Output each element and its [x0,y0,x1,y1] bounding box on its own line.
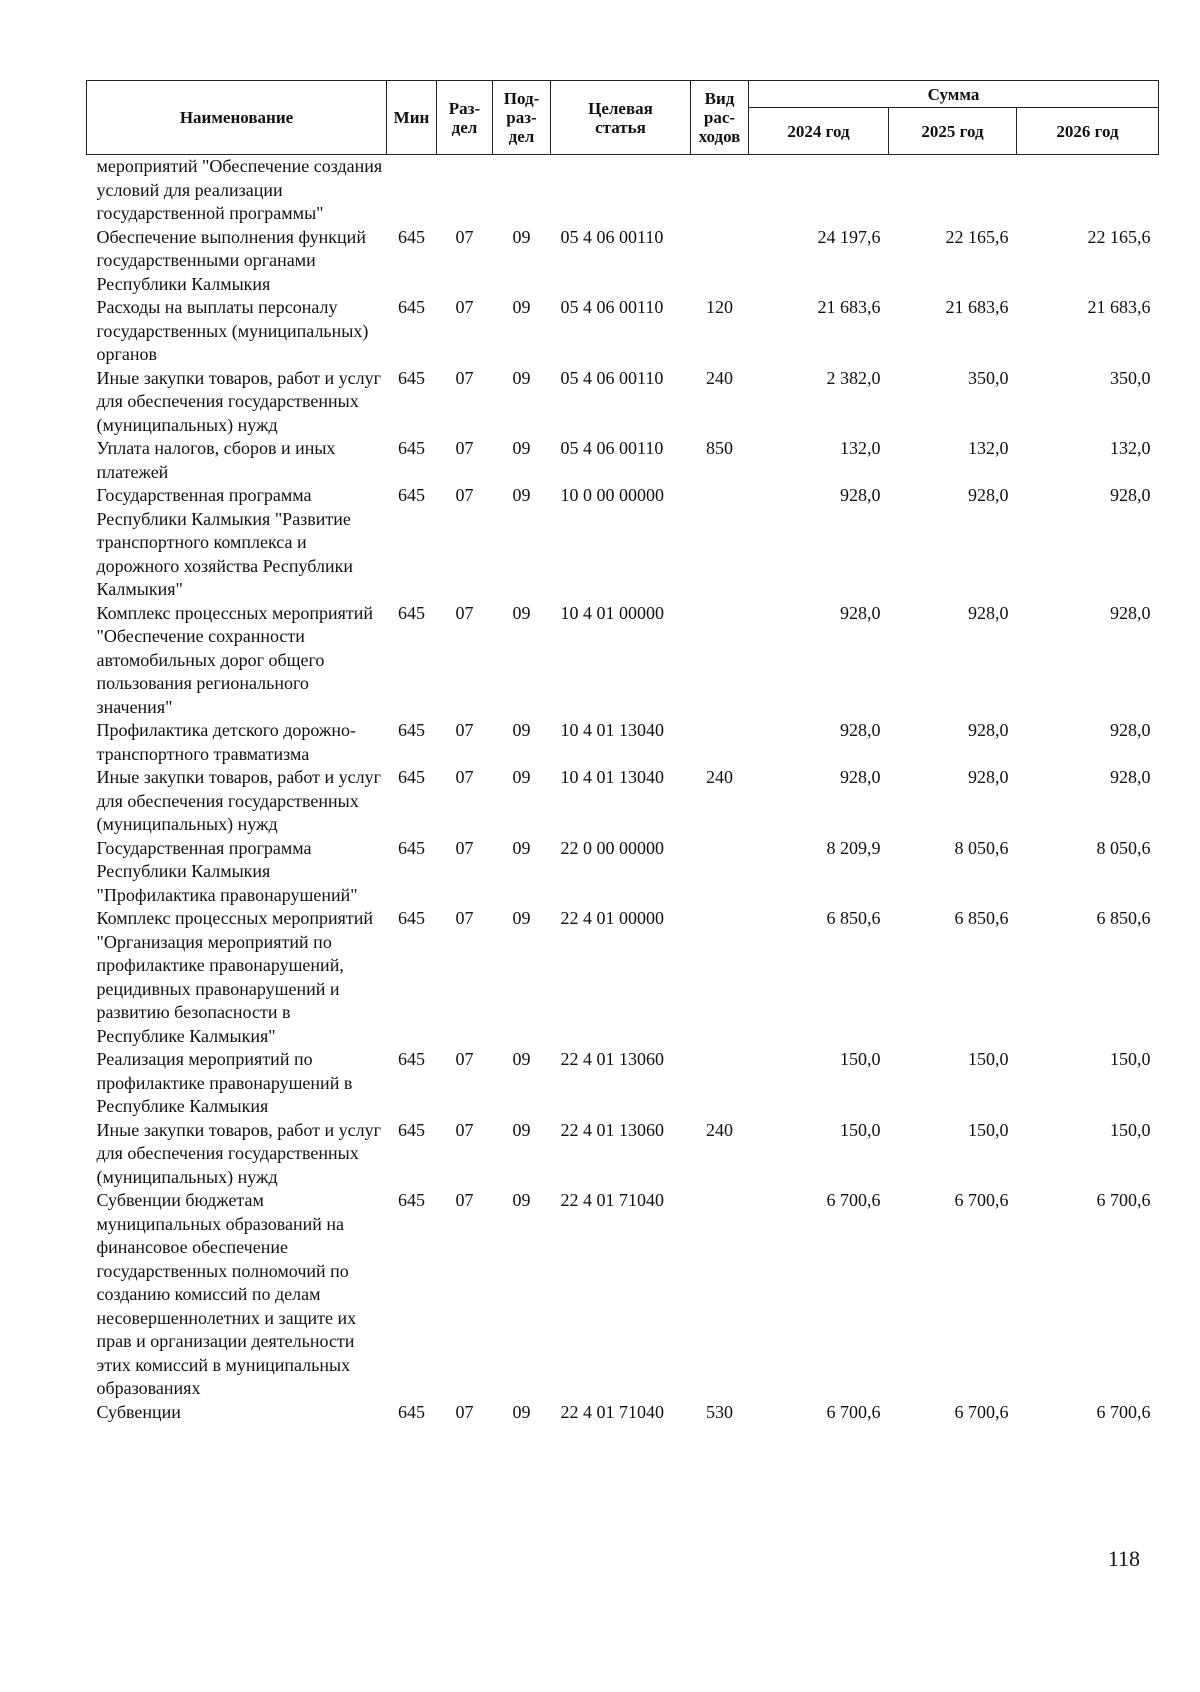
cell-2025: 6 850,6 [954,908,1009,928]
header-year-2025: 2025 год [889,108,1017,155]
cell-razdel [437,155,493,226]
cell-razdel: 07 [455,226,474,247]
cell-name: Профилактика детского дорожно-транспортного травматизма [96,720,356,764]
cell-target: 10 4 01 00000 [560,602,664,623]
cell-2024: 928,0 [840,720,881,740]
cell-razdel: 07 [455,367,474,388]
cell-razdel: 07 [455,438,474,458]
cell-razdel: 07 [455,1401,474,1422]
cell-target: 10 0 00 00000 [560,485,664,505]
cell-podrazdel: 09 [512,602,531,623]
cell-min: 645 [398,438,425,458]
cell-razdel: 07 [455,297,474,317]
cell-target [551,155,691,226]
cell-razdel: 07 [455,908,474,928]
header-razdel-text: Раз- дел [448,98,481,137]
cell-min: 645 [398,767,425,787]
cell-min: 645 [398,226,425,247]
cell-2025: 22 165,6 [945,226,1009,247]
cell-podrazdel: 09 [512,485,531,505]
cell-vid [691,484,749,602]
cell-name: Обеспечение выполнения функций государственными органами Республики Калмыкия [96,226,366,294]
cell-min: 645 [398,720,425,740]
table-row [87,1119,1159,1190]
header-target [551,81,691,155]
cell-vid: 120 [706,297,733,317]
cell-target: 22 4 01 13060 [560,1119,664,1140]
table-row [87,766,1159,837]
header-podrazdel [493,81,551,155]
cell-2026: 928,0 [1110,602,1151,623]
cell-podrazdel: 09 [512,1190,531,1210]
cell-razdel: 07 [455,485,474,505]
cell-min: 645 [398,485,425,505]
table-header [87,81,1159,155]
cell-2024: 928,0 [840,485,881,505]
cell-2024: 6 700,6 [826,1190,881,1210]
cell-min: 645 [398,1190,425,1210]
cell-target: 05 4 06 00110 [560,438,664,458]
cell-target: 22 0 00 00000 [560,837,664,858]
cell-2024 [749,155,889,226]
cell-2025: 928,0 [968,720,1009,740]
cell-2024: 928,0 [840,602,881,623]
cell-vid: 850 [706,438,733,458]
cell-podrazdel: 09 [512,367,531,388]
cell-2024: 150,0 [840,1049,881,1069]
cell-min: 645 [398,1049,425,1069]
cell-target: 22 4 01 71040 [560,1401,664,1422]
cell-2026: 150,0 [1110,1049,1151,1069]
cell-name: Иные закупки товаров, работ и услуг для обеспечения государственных (муниципальных) нужд [96,367,381,435]
header-razdel [437,81,493,155]
header-sum: Сумма [749,81,1159,108]
cell-podrazdel: 09 [512,767,531,787]
cell-2026: 928,0 [1110,767,1151,787]
cell-podrazdel: 09 [512,908,531,928]
cell-name: Государственная программа Республики Калмыкия "Развитие транспортного комплекса и дорожного хозяйства Республики Калмыкия" [96,485,353,599]
cell-2026: 6 700,6 [1096,1401,1151,1422]
cell-podrazdel: 09 [512,297,531,317]
cell-podrazdel: 09 [512,438,531,458]
cell-vid: 240 [706,367,733,388]
cell-vid: 530 [706,1401,733,1422]
cell-name: Уплата налогов, сборов и иных платежей [96,438,336,482]
cell-2024: 8 209,9 [826,837,881,858]
table-row [87,226,1159,297]
cell-razdel: 07 [455,767,474,787]
cell-vid: 240 [706,1119,733,1140]
cell-2025: 928,0 [968,602,1009,623]
cell-2025: 928,0 [968,485,1009,505]
cell-2025: 350,0 [968,367,1009,388]
header-name: Наименование [87,81,387,155]
cell-2025 [889,155,1017,226]
cell-razdel: 07 [455,837,474,858]
cell-podrazdel: 09 [512,1401,531,1422]
table-row [87,155,1159,226]
cell-target: 05 4 06 00110 [560,297,664,317]
cell-vid [691,837,749,908]
cell-target: 05 4 06 00110 [560,226,664,247]
table-row [87,1401,1159,1425]
cell-vid [691,1189,749,1401]
cell-2026: 22 165,6 [1087,226,1151,247]
cell-min: 645 [398,837,425,858]
cell-target: 22 4 01 71040 [560,1190,664,1210]
cell-razdel: 07 [455,1190,474,1210]
cell-2024: 21 683,6 [817,297,881,317]
cell-razdel: 07 [455,1049,474,1069]
cell-min: 645 [398,1119,425,1140]
cell-target: 22 4 01 13060 [560,1049,664,1069]
cell-2024: 6 700,6 [826,1401,881,1422]
cell-vid [691,719,749,766]
header-vid-text: Вид рас- ходов [698,89,741,146]
cell-name: Иные закупки товаров, работ и услуг для обеспечения государственных (муниципальных) нужд [96,767,381,834]
cell-2026: 8 050,6 [1096,837,1151,858]
cell-2024: 132,0 [840,438,881,458]
cell-min: 645 [398,367,425,388]
cell-vid [691,226,749,297]
cell-name: Комплекс процессных мероприятий "Организация мероприятий по профилактике правонарушений, рецидивных правонарушений и развитию безопасности в Республике Калмыкия" [96,908,374,1046]
cell-2025: 6 700,6 [954,1401,1009,1422]
cell-podrazdel: 09 [512,720,531,740]
table-row [87,907,1159,1048]
cell-2025: 8 050,6 [954,837,1009,858]
table-row [87,437,1159,484]
cell-target: 10 4 01 13040 [560,720,664,740]
cell-name: Реализация мероприятий по профилактике правонарушений в Республике Калмыкия [96,1049,353,1116]
table-body [87,155,1159,1425]
cell-target: 22 4 01 00000 [560,908,664,928]
header-target-text: Целевая статья [588,98,653,137]
cell-target: 05 4 06 00110 [560,367,664,388]
table-row [87,1189,1159,1401]
header-vid [691,81,749,155]
cell-razdel: 07 [455,602,474,623]
cell-2025: 132,0 [968,438,1009,458]
cell-2026: 928,0 [1110,485,1151,505]
cell-2025: 21 683,6 [945,297,1009,317]
cell-vid [691,602,749,720]
cell-name: Государственная программа Республики Калмыкия "Профилактика правонарушений" [96,837,358,905]
cell-2024: 2 382,0 [826,367,881,388]
cell-min: 645 [398,1401,425,1422]
cell-2025: 928,0 [968,767,1009,787]
cell-podrazdel: 09 [512,226,531,247]
cell-2024: 24 197,6 [817,226,881,247]
cell-2024: 928,0 [840,767,881,787]
cell-name: Комплекс процессных мероприятий "Обеспечение сохранности автомобильных дорог общего пользования регионального значения" [96,602,374,717]
header-year-2026: 2026 год [1017,108,1159,155]
header-min: Мин [387,81,437,155]
cell-name: Субвенции [96,1401,181,1422]
table-row [87,602,1159,720]
cell-vid: 240 [706,767,733,787]
cell-name: Субвенции бюджетам муниципальных образований на финансовое обеспечение государственных полномочий по созданию комиссий по делам несовершеннолетних и защите их прав и организации деятельности этих комиссий в муниципальных образованиях [96,1190,357,1398]
table-row [87,719,1159,766]
table-row [87,837,1159,908]
cell-min: 645 [398,602,425,623]
cell-2026: 928,0 [1110,720,1151,740]
header-year-2024: 2024 год [749,108,889,155]
cell-name: мероприятий "Обеспечение создания условий для реализации государственной программы" [96,156,383,223]
cell-2025: 150,0 [968,1119,1009,1140]
cell-2026: 132,0 [1110,438,1151,458]
cell-podrazdel: 09 [512,1119,531,1140]
cell-2026: 21 683,6 [1087,297,1151,317]
cell-vid [691,1048,749,1119]
budget-table [86,80,1159,1424]
cell-vid [691,907,749,1048]
table-row [87,484,1159,602]
table-row [87,1048,1159,1119]
cell-name: Расходы на выплаты персоналу государственных (муниципальных) органов [96,297,369,364]
cell-podrazdel: 09 [512,1049,531,1069]
table-row [87,296,1159,367]
cell-vid [691,155,749,226]
cell-min [387,155,437,226]
cell-2026: 6 700,6 [1096,1190,1151,1210]
cell-min: 645 [398,297,425,317]
cell-razdel: 07 [455,1119,474,1140]
cell-target: 10 4 01 13040 [560,767,664,787]
cell-2026: 150,0 [1110,1119,1151,1140]
table-row [87,367,1159,438]
cell-name: Иные закупки товаров, работ и услуг для обеспечения государственных (муниципальных) нужд [96,1119,381,1187]
cell-2024: 6 850,6 [826,908,881,928]
cell-podrazdel: 09 [512,837,531,858]
cell-2026 [1017,155,1159,226]
cell-2025: 6 700,6 [954,1190,1009,1210]
cell-min: 645 [398,908,425,928]
cell-2025: 150,0 [968,1049,1009,1069]
cell-podrazdel [493,155,551,226]
cell-2024: 150,0 [840,1119,881,1140]
cell-2026: 6 850,6 [1096,908,1151,928]
cell-2026: 350,0 [1110,367,1151,388]
cell-razdel: 07 [455,720,474,740]
header-podrazdel-text: Под- раз- дел [503,89,540,146]
page-number: 118 [1107,1546,1140,1571]
